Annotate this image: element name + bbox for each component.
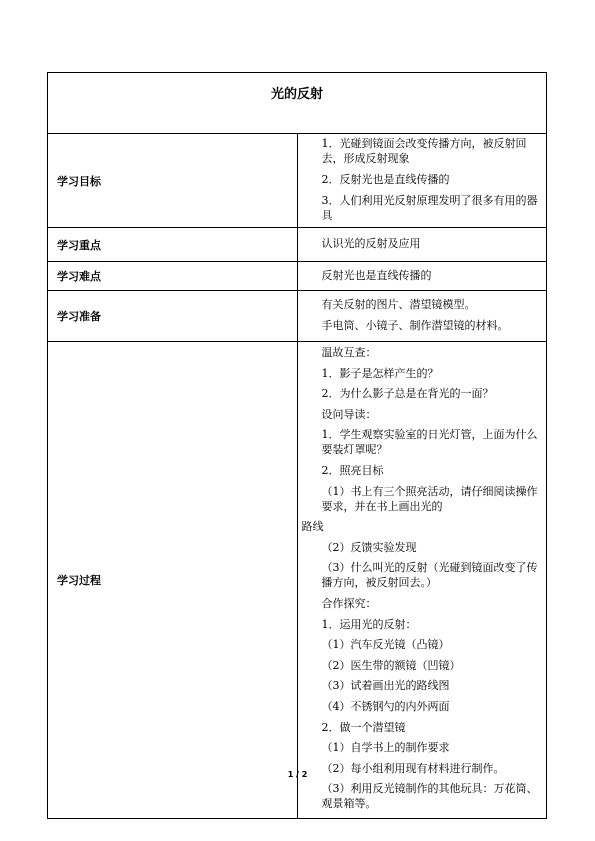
list-item: 合作探究： [321,596,377,610]
list-item: 1．学生观察实验室的日光灯管，上面为什么要装灯罩呢？ [321,428,538,457]
row-label: 学习准备 [48,291,298,342]
row-content [297,262,547,291]
list-item: （2）每小组利用现有材料进行制作。 [321,761,505,775]
row-label: 学习目标 [48,134,298,228]
row-content [297,134,547,228]
list-item: （3）利用反光镜制作的其他玩具：万花筒、观景箱等。 [321,782,538,811]
list-item: 1．影子是怎样产生的？ [321,366,439,380]
table-row [48,291,547,342]
row-label: 学习过程 [48,342,298,819]
table-row [48,228,547,262]
table-row [48,342,547,819]
list-item: 2．为什么影子总是在背光的一面？ [321,387,494,401]
list-item: 有关反射的图片、潜望镜模型。 [321,298,476,311]
list-item: 1．运用光的反射： [321,617,417,631]
lesson-plan-table [47,72,547,819]
table-row [48,134,547,228]
list-item: 3．人们利用光反射原理发明了很多有用的器具 [321,194,538,222]
row-content [297,228,547,262]
list-item: 设问导读： [321,407,377,421]
list-item: 1．光碰到镜面会改变传播方向，被反射回去，形成反射现象 [321,137,527,165]
list-item: 手电筒、小镜子、制作潜望镜的材料。 [321,319,509,332]
list-item: （1）书上有三个照亮活动，请仔细阅读操作要求，并在书上画出光的 [321,484,538,513]
list-item: （1）自学书上的制作要求 [321,741,450,755]
title-cell [48,73,547,134]
list-item: （3）什么叫光的反射（光碰到镜面改变了传播方向，被反射回去。） [321,561,538,590]
title-row [48,73,547,134]
list-item: 路线 [301,520,324,534]
row-label: 学习重点 [48,228,298,262]
row-label: 学习难点 [48,262,298,291]
list-item: 2．照亮目标 [321,463,384,477]
list-item: 2．反射光也是直线传播的 [321,173,450,186]
list-item: 反射光也是直线传播的 [321,268,432,282]
list-item: （4）不锈钢勺的内外两面 [321,699,450,713]
list-item: 温故互查： [321,346,377,359]
row-content [297,291,547,342]
list-item: （2）反馈实验发现 [321,540,417,554]
list-item: （3）试着画出光的路线图 [321,679,450,693]
list-item: （1）汽车反光镜（凸镜） [321,638,450,652]
table-row [48,262,547,291]
list-item: （2）医生带的额镜（凹镜） [321,658,461,672]
row-content [297,342,547,819]
document-title: 光的反射 [270,87,323,102]
list-item: 认识光的反射及应用 [321,237,421,250]
page-indicator: 1 / 2 [287,770,308,779]
list-item: 2．做一个潜望镜 [321,720,406,734]
